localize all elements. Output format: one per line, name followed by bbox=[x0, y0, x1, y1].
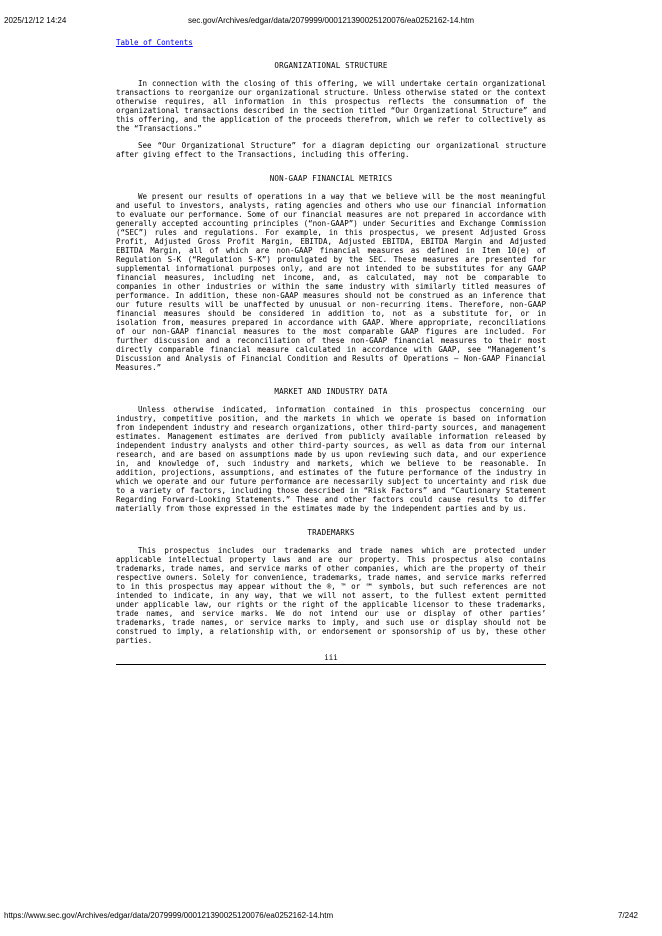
print-footer bbox=[0, 911, 662, 921]
paragraph: This prospectus includes our trademarks and trade names which are protected under applicable intellectual property laws and are our property. This prospectus also contains trademarks, trade names, and service marks of other companies, which are the property of their respective owners. Solely for convenience, trademarks, trade names, and service marks referred to in this prospectus may appear without the ®, ™ or ℠ symbols, but such references are not intended to indicate, in any way, that we will not assert, to the fullest extent permitted under applicable law, our rights or the right of the applicable licensor to these trademarks, trade names, and service marks. We do not intend our use or display of other parties’ trademarks, trade names, or service marks to imply, and such use or display should not be construed to imply, a relationship with, or endorsement or sponsorship of us by, these other parties. bbox=[116, 546, 546, 645]
paragraph: We present our results of operations in a way that we believe will be the most meaningful and useful to investors, analysts, rating agencies and others who use our financial information to evaluate our performance. Some of our financial measures are not prepared in accordance with generally accepted accounting principles (“non-GAAP”) under Securities and Exchange Commission (“SEC”) rules and regulations. For example, in this prospectus, we present Adjusted Gross Profit, Adjusted Gross Profit Margin, EBITDA, Adjusted EBITDA, EBITDA Margin and Adjusted EBITDA Margin, all of which are non-GAAP financial measures as defined in Item 10(e) of Regulation S-K (“Regulation S-K”) promulgated by the SEC. These measures are presented for supplemental informational purposes only, and are not intended to be substitutes for any GAAP financial measures, including net income, and, as calculated, may not be comparable to companies in other industries or within the same industry with similarly titled measures of performance. In addition, these non-GAAP measures should not be construed as an inference that our future results will be unaffected by unusual or non-recurring items. Therefore, non-GAAP financial measures should be considered in addition to, not as a substitute for, or in isolation from, measures prepared in accordance with GAAP. Where appropriate, reconciliations of our non-GAAP financial measures to the most comparable GAAP figures are included. For further discussion and a reconciliation of these non-GAAP financial measures to their most directly comparable financial measure calculated in accordance with GAAP, see “Management’s Discussion and Analysis of Financial Condition and Results of Operations — Non-GAAP Financial Measures.” bbox=[116, 192, 546, 372]
footer-url: https://www.sec.gov/Archives/edgar/data/2079999/000121390025120076/ea0252162-14.htm bbox=[4, 911, 334, 920]
section-non-gaap-financial-metrics bbox=[116, 174, 546, 372]
table-of-contents-link[interactable]: Table of Contents bbox=[116, 38, 193, 47]
page-number: iii bbox=[324, 653, 338, 662]
paragraph: See “Our Organizational Structure” for a diagram depicting our organizational structure after giving effect to the Transactions, including this offering. bbox=[116, 141, 546, 159]
footer-page-count: 7/242 bbox=[617, 911, 638, 920]
print-date: 2025/12/12 14:24 bbox=[4, 16, 67, 25]
section-title: ORGANIZATIONAL STRUCTURE bbox=[274, 61, 388, 70]
section-title: NON-GAAP FINANCIAL METRICS bbox=[269, 174, 393, 183]
print-url: sec.gov/Archives/edgar/data/2079999/000121390025120076/ea0252162-14.htm bbox=[187, 16, 474, 25]
paragraph: Unless otherwise indicated, information contained in this prospectus concerning our industry, competitive position, and the markets in which we operate is based on information from independent industry and research organizations, other third-party sources, and management estimates. Management estimates are derived from publicly available information released by independent industry analysts and other third-party sources, as well as data from our internal research, and are based on assumptions made by us upon reviewing such data, and our experience in, and knowledge of, such industry and markets, which we believe to be reasonable. In addition, projections, assumptions, and estimates of the future performance of the industry in which we operate and our future performance are necessarily subject to uncertainty and risk due to a variety of factors, including those described in “Risk Factors” and “Cautionary Statement Regarding Forward-Looking Statements.” These and other factors could cause results to differ materially from those expressed in the estimates made by the independent parties and by us. bbox=[116, 405, 546, 513]
paragraph: In connection with the closing of this offering, we will undertake certain organizational transactions to reorganize our organizational structure. Unless otherwise stated or the context otherwise requires, all information in this prospectus reflects the consummation of the organizational transactions described in the section titled “Our Organizational Structure” and this offering, and the application of the proceeds therefrom, which we refer to collectively as the “Transactions.” bbox=[116, 79, 546, 133]
section-market-and-industry-data bbox=[116, 387, 546, 513]
print-header bbox=[0, 16, 662, 26]
section-organizational-structure bbox=[116, 61, 546, 159]
section-title: TRADEMARKS bbox=[307, 528, 355, 537]
section-trademarks bbox=[116, 528, 546, 645]
document-page bbox=[116, 38, 546, 665]
section-title: MARKET AND INDUSTRY DATA bbox=[274, 387, 388, 396]
page-divider bbox=[116, 664, 546, 665]
